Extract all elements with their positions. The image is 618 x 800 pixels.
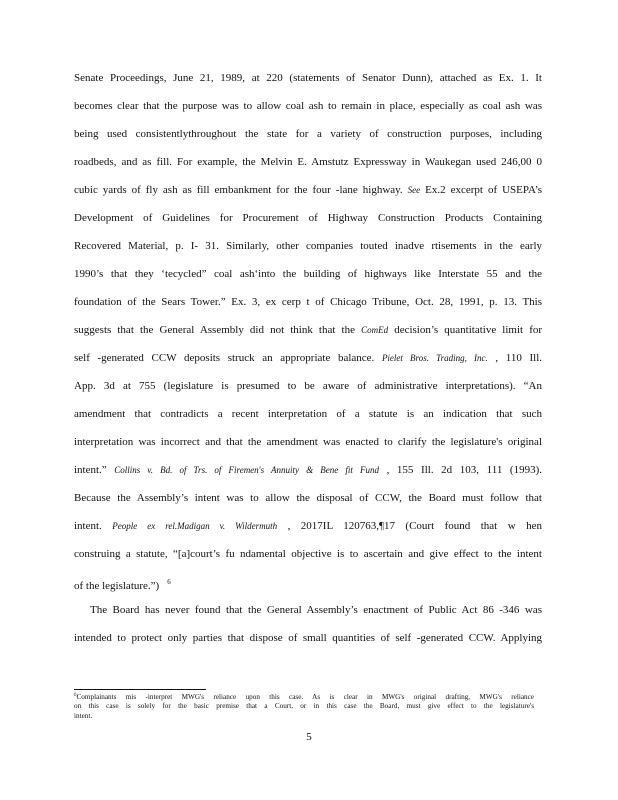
- body-line: intent.” Collins v. Bd. of Trs. of Firemen's Annuity & Bene fit Fund , 155 Ill. 2d 103, 111 (1993).: [74, 464, 542, 476]
- body-line: of the legislature.”) $^6$: [74, 578, 171, 592]
- case-name: Pielet Bros. Trading, Inc.: [381, 353, 488, 363]
- case-name: Collins v. Bd. of Trs. of Firemen's Annuity & Bene fit Fund: [114, 465, 379, 475]
- body-line: Senate Proceedings, June 21, 1989, at 220 (statements of Senator Dunn), attached as Ex. 1. It: [74, 72, 542, 84]
- body-line: intent. People ex rel.Madigan v. Wildermuth , 2017IL 120763,¶17 (Court found that w hen: [74, 520, 542, 532]
- body-line: Recovered Material, p. I- 31. Similarly, other companies touted inadve rtisements in the early: [74, 240, 542, 252]
- paragraph-first-line: The Board has never found that the General Assembly’s enactment of Public Act 86 -346 was: [90, 604, 542, 616]
- body-line: foundation of the Sears Tower.” Ex. 3, ex cerp t of Chicago Tribune, Oct. 28, 1991, p. 13. This: [74, 296, 542, 308]
- footnote-marker: 6: [74, 693, 77, 698]
- body-line: cubic yards of fly ash as fill embankment for the four -lane highway. See Ex.2 excerpt of USEPA’s: [74, 184, 543, 196]
- body-line: being used consistentlythroughout the state for a variety of construction purposes, including: [74, 128, 542, 140]
- footnote-divider: [74, 689, 206, 690]
- page-number: 5: [306, 731, 312, 743]
- body-line: self -generated CCW deposits struck an appropriate balance. Pielet Bros. Trading, Inc. , 110 Ill.: [74, 352, 542, 364]
- body-line: suggests that the General Assembly did not think that the ComEd decision’s quantitative limit for: [74, 324, 543, 336]
- body-line: becomes clear that the purpose was to allow coal ash to remain in place, especially as coal ash was: [74, 100, 542, 112]
- case-name: People ex rel.Madigan v. Wildermuth: [112, 521, 278, 531]
- body-line: 1990’s that they ‘tecycled” coal ash‘into the building of highways like Interstate 55 and the: [74, 268, 542, 280]
- citation-signal: See: [407, 185, 421, 195]
- footnote-line: intent.: [74, 712, 93, 720]
- body-line: construing a statute, “[a]court’s fu ndamental objective is to ascertain and give effect to the intent: [74, 548, 542, 560]
- body-line: interpretation was incorrect and that the amendment was enacted to clarify the legislature's original: [74, 436, 542, 448]
- body-line: intended to protect only parties that dispose of small quantities of self -generated CCW. Applying: [74, 632, 542, 644]
- case-name: ComEd: [361, 325, 389, 335]
- body-line: App. 3d at 755 (legislature is presumed to be aware of administrative interpretations). “An: [74, 380, 542, 392]
- footnote-reference: 6: [167, 578, 171, 586]
- footnote-line: $^6$Complainants mis -interpret MWG's reliance upon this case. As is clear in MWG's original drafting, MWG's reliance: [74, 693, 534, 701]
- footnote-line: on this case is solely for the basic premise that a Court, or in this case the Board, must give effect to the legislature's: [74, 702, 534, 710]
- body-line: roadbeds, and as fill. For example, the Melvin E. Amstutz Expressway in Waukegan used 246,00 0: [74, 156, 542, 168]
- body-line: amendment that contradicts a recent interpretation of a statute is an indication that such: [74, 408, 542, 420]
- body-line: Development of Guidelines for Procurement of Highway Construction Products Containing: [74, 212, 542, 224]
- body-line: Because the Assembly’s intent was to allow the disposal of CCW, the Board must follow that: [74, 492, 542, 504]
